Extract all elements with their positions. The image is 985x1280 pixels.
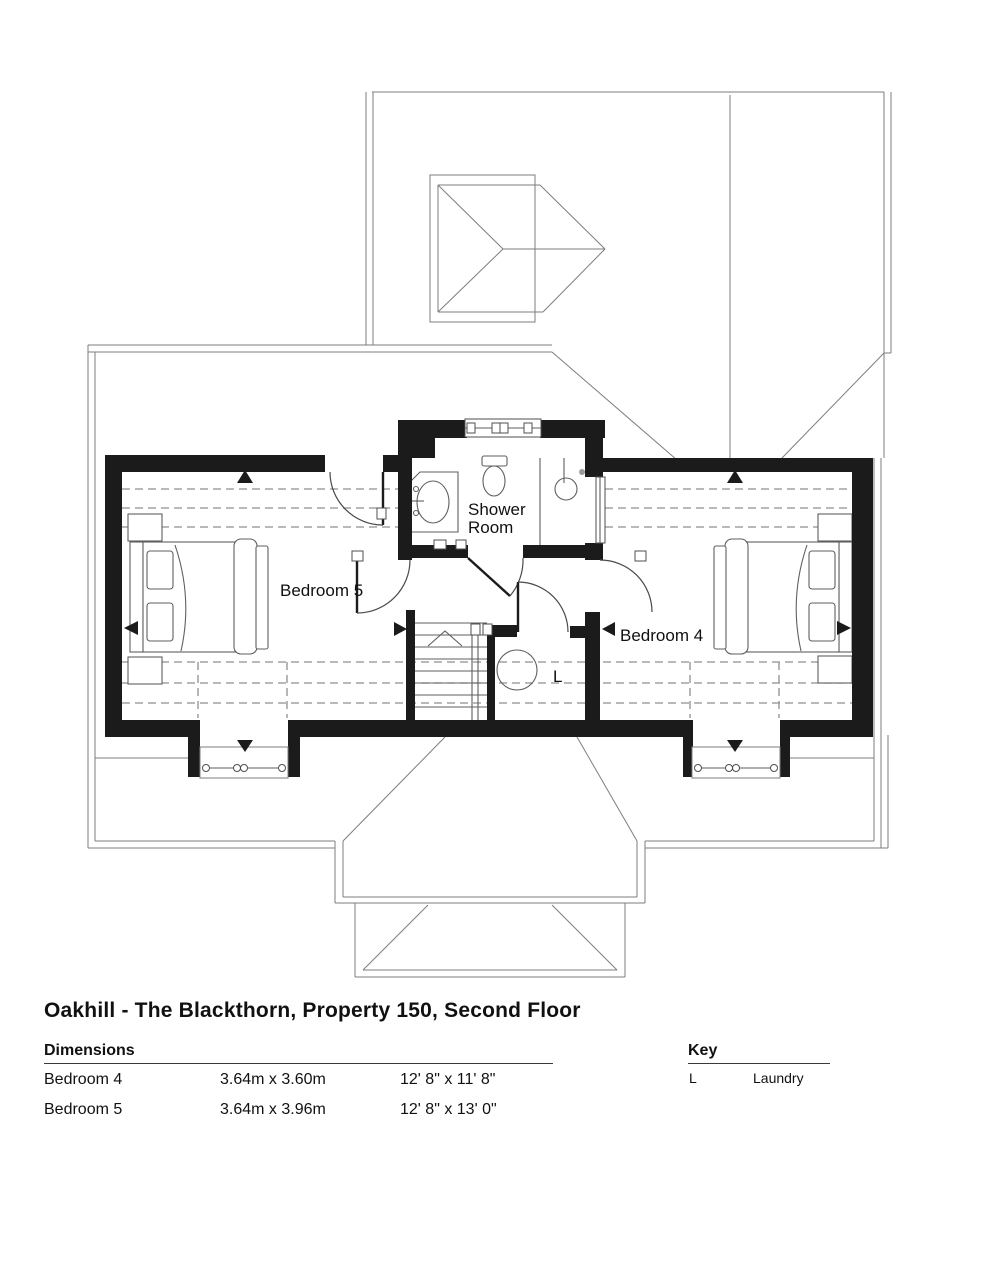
room-label-bedroom4: Bedroom 4 (620, 626, 704, 645)
key-symbol: L (689, 1070, 697, 1086)
bed-foot-roll (725, 539, 748, 654)
newel-post (471, 624, 480, 635)
bed-pillow (147, 551, 173, 589)
door-bedroom5-top (330, 472, 386, 525)
page-title: Oakhill - The Blackthorn, Property 150, Second Floor (44, 999, 581, 1022)
laundry-appliance (497, 650, 537, 690)
wall-vent (434, 540, 446, 549)
dimension-imperial: 12' 8" x 13' 0" (400, 1101, 497, 1118)
window-bay-left (200, 747, 288, 778)
door-bedroom4 (600, 551, 652, 612)
key-rule (688, 1063, 830, 1064)
key-label: Laundry (753, 1070, 804, 1086)
bed-pillow (809, 551, 835, 589)
roof-dormer-top (430, 175, 605, 322)
shower-head (555, 478, 577, 500)
room-label-laundry: L (553, 667, 563, 686)
shower-control (579, 469, 585, 475)
staircase (414, 623, 487, 720)
bed-pillow (809, 603, 835, 641)
toilet-cistern (482, 456, 507, 466)
bedside-table (818, 514, 852, 541)
key-heading: Key (688, 1042, 718, 1059)
roof-dormer-bottom (335, 737, 645, 977)
headroom-arrow-left (602, 622, 615, 636)
dimensions-rule (44, 1063, 553, 1064)
bedroom4-bed (714, 514, 852, 683)
window-shower-room (465, 419, 541, 437)
bed-footboard (256, 546, 268, 649)
bedside-table (128, 514, 162, 541)
door-shower-room (468, 558, 523, 596)
bedroom5-bed (128, 514, 268, 684)
dimension-room: Bedroom 5 (44, 1101, 123, 1118)
dimensions-heading: Dimensions (44, 1042, 135, 1059)
bedside-table (128, 657, 162, 684)
bed-foot-roll (234, 539, 257, 654)
dimension-room: Bedroom 4 (44, 1071, 123, 1088)
bed-headboard (839, 542, 852, 652)
bed-headboard (130, 542, 143, 652)
stair-direction-arrow (428, 631, 462, 646)
bedside-table (818, 656, 852, 683)
wall-vent (456, 540, 466, 549)
bed-pillow (147, 603, 173, 641)
room-label-shower-line2: Room (468, 518, 514, 537)
dimension-metric: 3.64m x 3.96m (220, 1101, 326, 1118)
room-label-bedroom5: Bedroom 5 (280, 581, 364, 600)
dimension-metric: 3.64m x 3.60m (220, 1071, 326, 1088)
window-bay-right (692, 747, 780, 778)
window-internal (596, 477, 605, 543)
newel-post (483, 624, 492, 635)
door-laundry (518, 582, 568, 632)
headroom-arrow-right (394, 622, 407, 636)
bed-footboard (714, 546, 726, 649)
toilet-bowl (483, 466, 505, 496)
dimension-imperial: 12' 8" x 11' 8" (400, 1071, 496, 1088)
room-label-shower-line1: Shower (468, 500, 526, 519)
